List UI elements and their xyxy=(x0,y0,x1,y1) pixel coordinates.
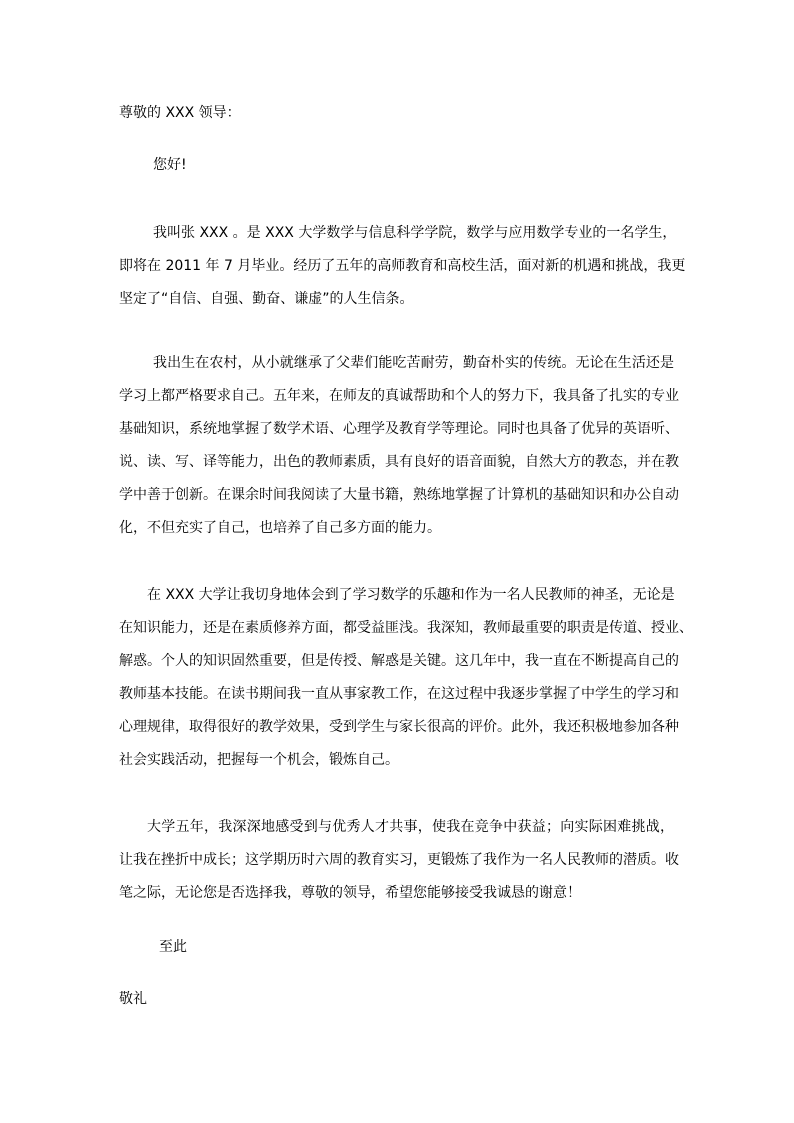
paragraph-3-line-1: 在 XXX 大学让我切身地体会到了学习数学的乐趣和作为一名人民教师的神圣，无论是 xyxy=(147,587,675,603)
paragraph-4-line-1: 大学五年，我深深地感受到与优秀人才共事，使我在竞争中获益；向实际困难挑战， xyxy=(147,819,674,835)
paragraph-2-line-1: 我出生在农村，从小就继承了父辈们能吃苦耐劳，勤奋朴实的传统。无论在生活还是 xyxy=(153,355,674,371)
paragraph-1-line-3: 坚定了“自信、自强、勤奋、谦虚”的人生信条。 xyxy=(119,291,414,307)
paragraph-2-line-4: 说、读、写、译等能力，出色的教师素质，具有良好的语音面貌，自然大方的教态，并在教 xyxy=(119,454,679,470)
regards: 敬礼 xyxy=(119,991,147,1007)
paragraph-4-line-3: 笔之际，无论您是否选择我，尊敬的领导，希望您能够接受我诚恳的谢意！ xyxy=(119,885,581,901)
paragraph-3-line-6: 社会实践活动，把握每一个机会，锻炼自己。 xyxy=(119,752,399,768)
paragraph-3-line-3: 解惑。个人的知识固然重要，但是传授、解惑是关键。这几年中，我一直在不断提高自己的 xyxy=(119,653,679,669)
greeting: 您好! xyxy=(153,157,187,173)
paragraph-3-line-5: 心理规律，取得很好的教学效果，受到学生与家长很高的评价。此外，我还积极地参加各种 xyxy=(119,719,679,735)
paragraph-3-line-2: 在知识能力，还是在素质修养方面，都受益匪浅。我深知，教师最重要的职责是传道、授业、 xyxy=(119,620,693,636)
paragraph-2-line-2: 学习上都严格要求自己。五年来，在师友的真诚帮助和个人的努力下，我具备了扎实的专业 xyxy=(119,388,679,404)
paragraph-1-line-1: 我叫张 XXX 。是 XXX 大学数学与信息科学学院，数学与应用数学专业的一名学生， xyxy=(153,225,677,241)
paragraph-3-line-4: 教师基本技能。在读书期间我一直从事家教工作，在这过程中我逐步掌握了中学生的学习和 xyxy=(119,686,679,702)
paragraph-2-line-5: 学中善于创新。在课余时间我阅读了大量书籍，熟练地掌握了计算机的基础知识和办公自动 xyxy=(119,487,679,503)
paragraph-2-line-3: 基础知识，系统地掌握了数学术语、心理学及教育学等理论。同时也具备了优异的英语听、 xyxy=(119,421,679,437)
salutation: 尊敬的 XXX 领导： xyxy=(119,105,241,121)
paragraph-1-line-2: 即将在 2011 年 7 月毕业。经历了五年的高师教育和高校生活，面对新的机遇和挑战，我更 xyxy=(119,258,686,274)
paragraph-2-line-6: 化，不但充实了自己，也培养了自己多方面的能力。 xyxy=(119,520,441,536)
paragraph-4-line-2: 让我在挫折中成长；这学期历时六周的教育实习，更锻炼了我作为一名人民教师的潜质。收 xyxy=(119,852,679,868)
closing: 至此 xyxy=(159,939,187,955)
